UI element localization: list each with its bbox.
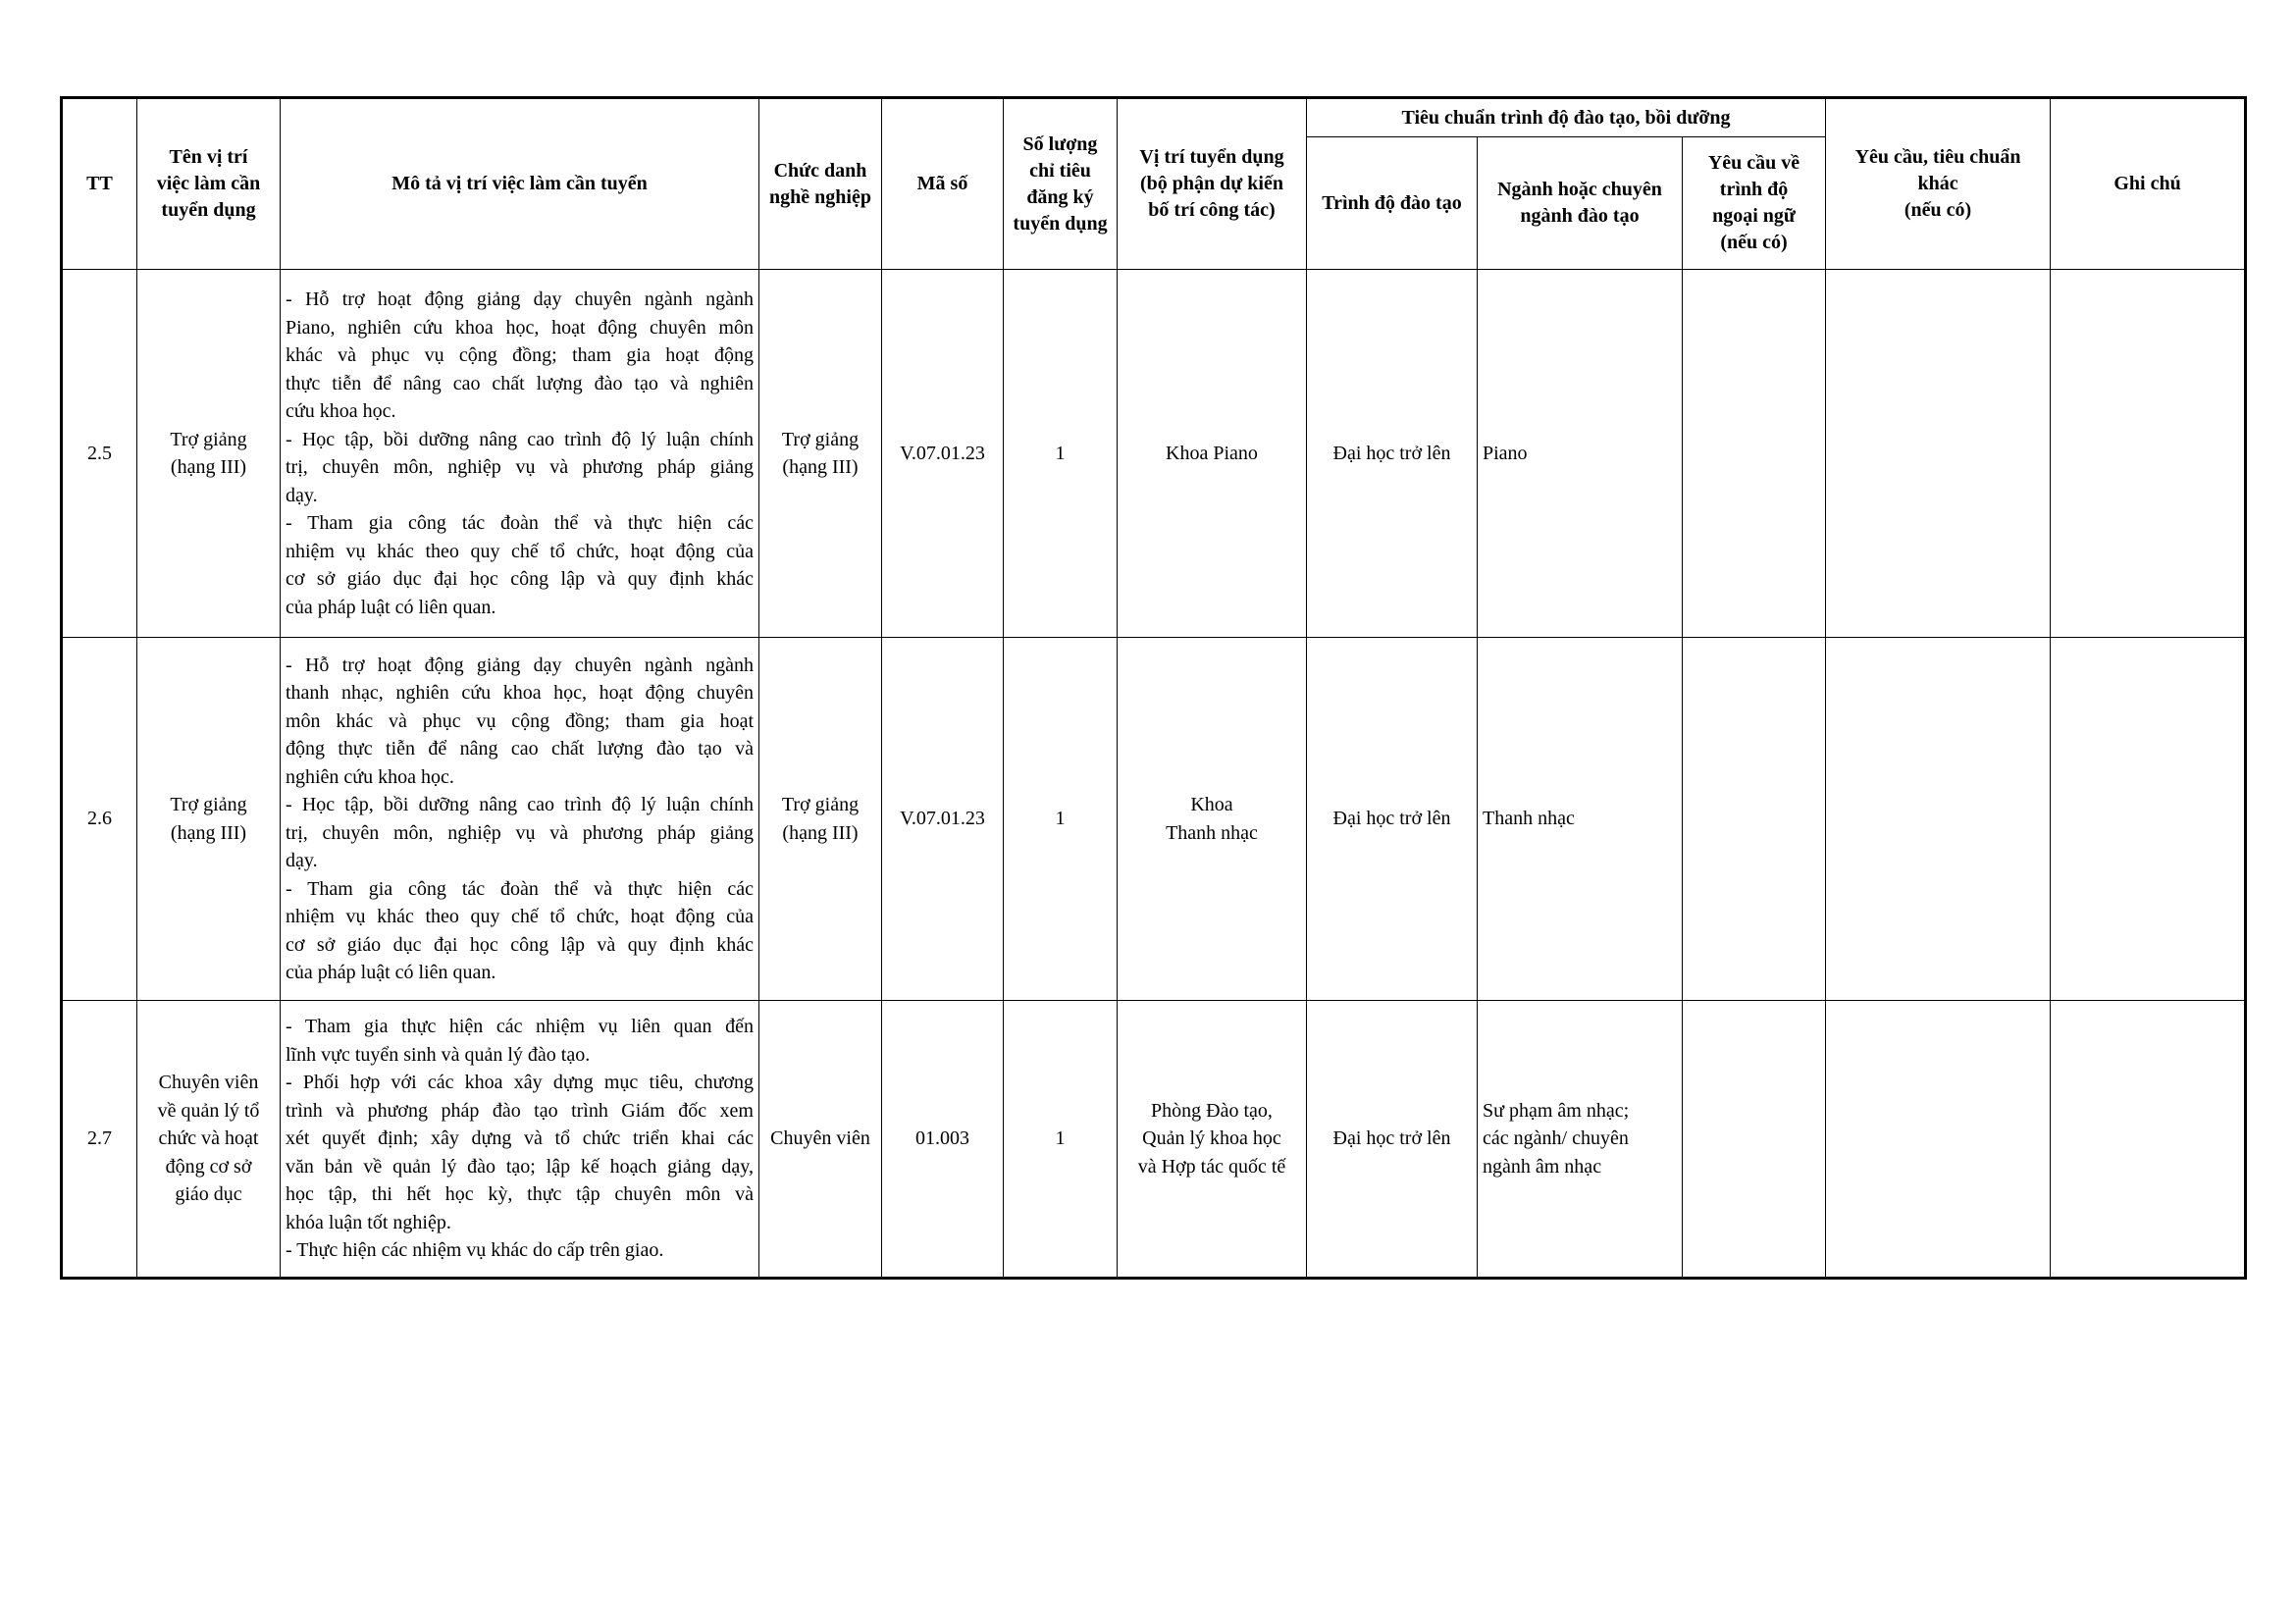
header-ma-so: Mã số bbox=[882, 98, 1004, 270]
cell-mo-ta: - Tham gia thực hiện các nhiệm vụ liên quan đến lĩnh vực tuyển sinh và quản lý đào tạo. - Phối hợp với các khoa xây dựng mục tiêu, chương trình và phương pháp đào tạo trình Giám đốc xem xét quyết định; xây dựng và tổ chức triển khai các văn bản về quản lý đào tạo; lập kế hoạch giảng dạy, học tập, thi hết học kỳ, thực tập chuyên môn và khóa luận tốt nghiệp. - Thực hiện các nhiệm vụ khác do cấp trên giao. bbox=[281, 1001, 759, 1279]
cell-vi-tri-tuyen-dung: Khoa Thanh nhạc bbox=[1118, 638, 1307, 1001]
cell-ten-vi-tri: Trợ giảng (hạng III) bbox=[137, 270, 281, 638]
recruitment-table bbox=[60, 96, 2247, 1280]
cell-ngoai-ngu bbox=[1683, 638, 1826, 1001]
cell-ma-so: V.07.01.23 bbox=[882, 638, 1004, 1001]
cell-so-luong: 1 bbox=[1004, 1001, 1118, 1279]
header-mo-ta: Mô tả vị trí việc làm cần tuyển bbox=[281, 98, 759, 270]
cell-ma-so: 01.003 bbox=[882, 1001, 1004, 1279]
header-ghi-chu: Ghi chú bbox=[2051, 98, 2246, 270]
header-so-luong: Số lượng chỉ tiêu đăng ký tuyển dụng bbox=[1004, 98, 1118, 270]
cell-yeu-cau-khac bbox=[1826, 270, 2051, 638]
table-body bbox=[62, 270, 2246, 1279]
header-vi-tri-tuyen-dung: Vị trí tuyển dụng (bộ phận dự kiến bố trí công tác) bbox=[1118, 98, 1307, 270]
cell-nganh: Thanh nhạc bbox=[1478, 638, 1683, 1001]
header-nganh: Ngành hoặc chuyên ngành đào tạo bbox=[1478, 137, 1683, 270]
header-ten-vi-tri: Tên vị trí việc làm cần tuyển dụng bbox=[137, 98, 281, 270]
cell-yeu-cau-khac bbox=[1826, 638, 2051, 1001]
cell-tt: 2.6 bbox=[62, 638, 137, 1001]
cell-mo-ta: - Hỗ trợ hoạt động giảng dạy chuyên ngành ngành Piano, nghiên cứu khoa học, hoạt động chuyên môn khác và phục vụ cộng đồng; tham gia hoạt động thực tiễn để nâng cao chất lượng đào tạo và nghiên cứu khoa học. - Học tập, bồi dưỡng nâng cao trình độ lý luận chính trị, chuyên môn, nghiệp vụ và phương pháp giảng dạy. - Tham gia công tác đoàn thể và thực hiện các nhiệm vụ khác theo quy chế tổ chức, hoạt động của cơ sở giáo dục đại học công lập và quy định khác của pháp luật có liên quan. bbox=[281, 270, 759, 638]
cell-ghi-chu bbox=[2051, 638, 2246, 1001]
cell-nganh: Piano bbox=[1478, 270, 1683, 638]
cell-ghi-chu bbox=[2051, 1001, 2246, 1279]
cell-yeu-cau-khac bbox=[1826, 1001, 2051, 1279]
header-trinh-do: Trình độ đào tạo bbox=[1307, 137, 1478, 270]
cell-chuc-danh: Trợ giảng (hạng III) bbox=[759, 270, 882, 638]
cell-ma-so: V.07.01.23 bbox=[882, 270, 1004, 638]
header-ngoai-ngu: Yêu cầu về trình độ ngoại ngữ (nếu có) bbox=[1683, 137, 1826, 270]
cell-ghi-chu bbox=[2051, 270, 2246, 638]
table-row bbox=[62, 1001, 2246, 1279]
cell-tt: 2.5 bbox=[62, 270, 137, 638]
cell-so-luong: 1 bbox=[1004, 270, 1118, 638]
table-row bbox=[62, 270, 2246, 638]
header-yeu-cau-khac: Yêu cầu, tiêu chuẩn khác (nếu có) bbox=[1826, 98, 2051, 270]
header-tt: TT bbox=[62, 98, 137, 270]
table-header bbox=[62, 98, 2246, 270]
cell-ngoai-ngu bbox=[1683, 1001, 1826, 1279]
cell-trinh-do: Đại học trở lên bbox=[1307, 1001, 1478, 1279]
cell-vi-tri-tuyen-dung: Khoa Piano bbox=[1118, 270, 1307, 638]
cell-ten-vi-tri: Chuyên viên về quản lý tổ chức và hoạt động cơ sở giáo dục bbox=[137, 1001, 281, 1279]
cell-ngoai-ngu bbox=[1683, 270, 1826, 638]
table-row bbox=[62, 638, 2246, 1001]
cell-vi-tri-tuyen-dung: Phòng Đào tạo, Quản lý khoa học và Hợp tác quốc tế bbox=[1118, 1001, 1307, 1279]
cell-trinh-do: Đại học trở lên bbox=[1307, 270, 1478, 638]
cell-nganh: Sư phạm âm nhạc; các ngành/ chuyên ngành âm nhạc bbox=[1478, 1001, 1683, 1279]
cell-chuc-danh: Chuyên viên bbox=[759, 1001, 882, 1279]
cell-tt: 2.7 bbox=[62, 1001, 137, 1279]
cell-so-luong: 1 bbox=[1004, 638, 1118, 1001]
cell-mo-ta: - Hỗ trợ hoạt động giảng dạy chuyên ngành ngành thanh nhạc, nghiên cứu khoa học, hoạt động chuyên môn khác và phục vụ cộng đồng; tham gia hoạt động thực tiễn để nâng cao chất lượng đào tạo và nghiên cứu khoa học. - Học tập, bồi dưỡng nâng cao trình độ lý luận chính trị, chuyên môn, nghiệp vụ và phương pháp giảng dạy. - Tham gia công tác đoàn thể và thực hiện các nhiệm vụ khác theo quy chế tổ chức, hoạt động của cơ sở giáo dục đại học công lập và quy định khác của pháp luật có liên quan. bbox=[281, 638, 759, 1001]
cell-trinh-do: Đại học trở lên bbox=[1307, 638, 1478, 1001]
cell-ten-vi-tri: Trợ giảng (hạng III) bbox=[137, 638, 281, 1001]
cell-chuc-danh: Trợ giảng (hạng III) bbox=[759, 638, 882, 1001]
header-tieu-chuan-group: Tiêu chuẩn trình độ đào tạo, bồi dưỡng bbox=[1307, 98, 1826, 137]
header-chuc-danh: Chức danh nghề nghiệp bbox=[759, 98, 882, 270]
